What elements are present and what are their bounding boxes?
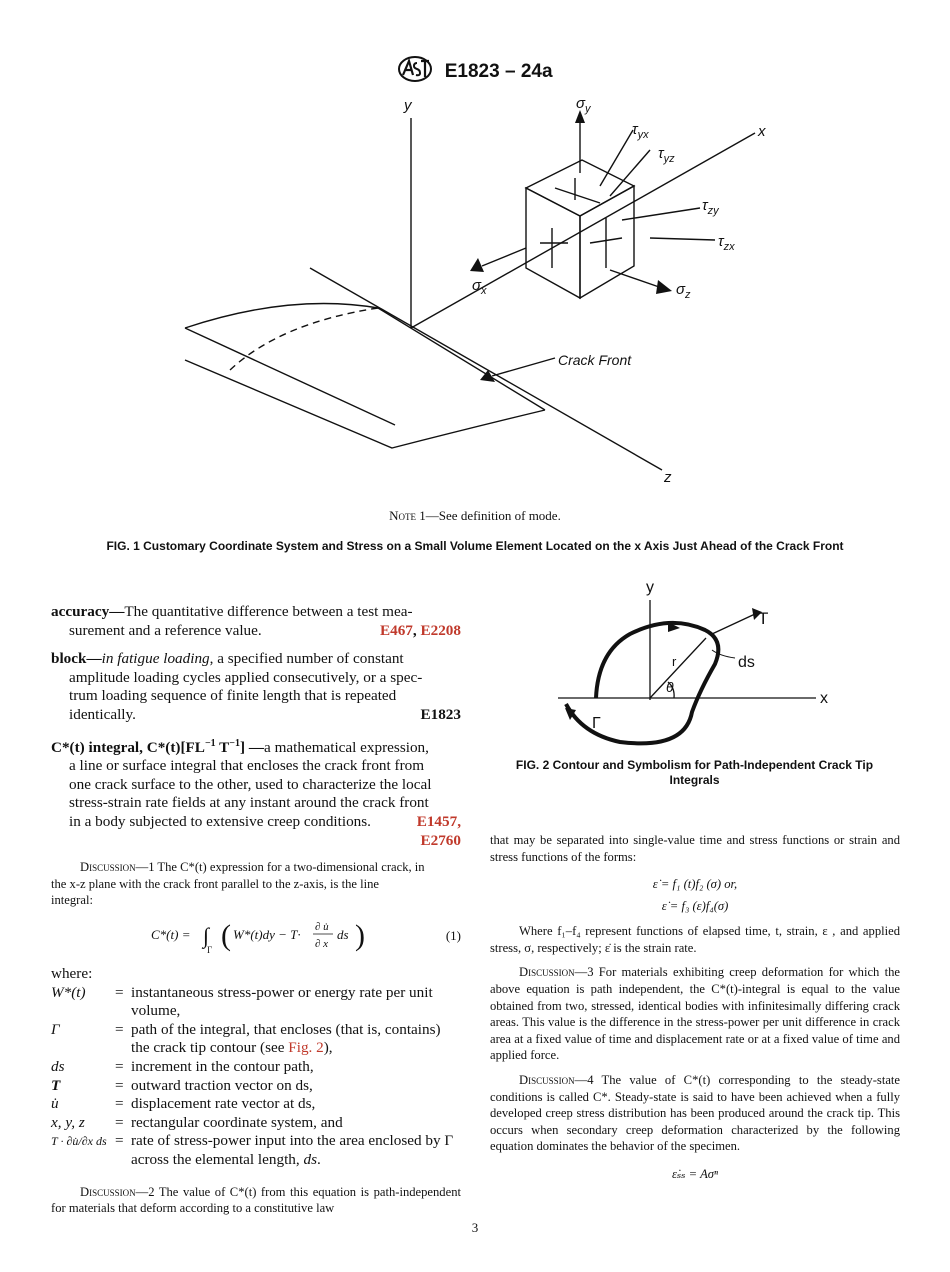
fig2-label-T: T [758,609,769,628]
fig1-label-tau-yz: $\tau_{yz}$ [658,145,675,165]
figure-1-note: Note 1—See definition of mode. [389,508,561,523]
fig2-label-gamma: Γ [592,715,601,732]
discussion-4: Discussion—4 The value of C*(t) corresponding to the steady-state conditions is called C*. Steady-state is said to have been achieved when a fully developed creep stress distribution has been produced around the crack tip. This occurs when secondary creep deformation characterized by the following equation dominates the behavior of the specimen. [490,1072,900,1154]
ref-link-e2760[interactable]: E2760 [420,831,461,849]
svg-text:): ) [355,918,365,952]
discussion-1: Discussion—1 The C*(t) expression for a two-dimensional crack, in [80,860,425,875]
fig1-x-axis [411,133,755,328]
svg-text:∂ u̇: ∂ u̇ [315,920,329,933]
astm-logo-icon [397,55,433,89]
fig1-label-y: y [404,97,412,114]
svg-text:∫: ∫ [203,922,210,948]
fig2-radius [650,638,706,698]
ref-link-e1457[interactable]: E1457, [416,813,461,830]
formula-3: ε̇ₛₛ = Aσⁿ [672,1166,718,1181]
fig1-label-tau-yx: $\tau_{yx}$ [632,121,649,141]
where-label: where: [51,964,93,982]
figure-1-caption: FIG. 1 Customary Coordinate System and Stress on a Small Volume Element Located on the x Axis Just Ahead of the Crack Front [106,539,844,553]
fig1-label-crack-front: Crack Front [558,352,632,368]
svg-text:Γ: Γ [207,944,213,955]
figure-2-diagram [540,572,850,752]
fig1-dashed-curve [230,308,378,370]
fig1-label-sigma-z: $\sigma_z$ [676,281,691,301]
fig2-label-r: r [672,654,677,669]
term-block: block—in fatigue loading, a specified number of constant amplitude loading cycles applied consecutively, or a spec- trum loading sequence of finite length that is repeated identically. E1823 [51,650,461,723]
page-number: 3 [471,1220,479,1235]
fig1-label-sigma-x: $\sigma_x$ [472,277,487,297]
fig1-cube-side [580,186,634,298]
discussion-1-line3: integral: [51,893,93,908]
fig2-T-vector [712,614,755,634]
standard-designation: E1823 – 24a [444,61,553,82]
definition-row: Γ = path of the integral, that encloses (that is, contains) the crack tip contour (see Fig. 2), [51,1020,441,1057]
fig2-label-x: x [820,690,828,707]
fig1-label-tau-zx: $\tau_{zx}$ [718,233,735,253]
equation-1-render [151,913,381,957]
definition-row: u̇ = displacement rate vector at ds, [51,1095,316,1113]
formula-1: ε̇ = f₁ (t)f₂ (σ) or, [652,877,738,892]
formula-2: ε̇ = f₃ (ε)f₄(σ) [661,899,729,914]
fig1-label-sigma-y: $\sigma_y$ [576,95,591,115]
fig1-label-x: x [758,123,766,140]
definition-row: ds = increment in the contour path, [51,1057,314,1075]
discussion-3: Discussion—3 For materials exhibiting creep deformation for which the above equation is path independent, the C*(t)-integral is equal to the value obtained from two, stressed, identical bodies with infinitesimally differing crack areas. This value is the difference in the stress-power per unit difference in crack area at a fixed value of time and displacement rate or at a fixed value of time and applied force. [490,965,900,1063]
right-paragraph-1: that may be separated into single-value time and stress functions or strain and stress functions of the forms: [490,833,900,864]
discussion-2: Discussion—2 The value of C*(t) from this equation is path-independent for materials that deform according to a constitutive law [51,1184,461,1216]
fig2-label-y: y [646,579,654,596]
discussion-1-line2: the x-z plane with the crack front parallel to the z-axis, is the line [51,876,380,891]
svg-text:W*(t)dy − T·: W*(t)dy − T· [233,926,301,942]
right-paragraph-2: Where f₁–f₄ represent functions of elapsed time, t, strain, ε , and applied stress, σ, respectively; ε̇ is the strain rate. [490,924,900,955]
equation-1-number: (1) [445,927,461,943]
left-column [51,603,461,1217]
fig2-link[interactable]: Fig. 2 [288,1039,324,1057]
fig1-lower-surface [185,360,545,448]
term-cstar-integral: C*(t) integral, $C*(t)[FL^{-1}$ $T^{-1}$] —a mathematical expression, a line or surface integral that encloses the crack front from one crack surface to the other, used to characterize the local stress-strain rate fields at any instant around the crack front in a body subjected to extensive creep conditions. E1457, E2760 [51,737,461,849]
svg-text:ds: ds [337,926,349,942]
svg-text:(: ( [221,918,231,952]
definition-row: W*(t) = instantaneous stress-power or energy rate per unit volume, [51,983,433,1020]
definition-row: T · ∂u̇/∂x ds = rate of stress-power input into the area enclosed by Γ across the elemental length, ds. [51,1132,454,1168]
svg-text:C*(t) =: C*(t) = [151,926,191,942]
page-header [0,55,950,89]
symbol-definitions [51,984,461,1170]
definition-row: T = outward traction vector on ds, [51,1076,313,1094]
figure-2-caption: FIG. 2 Contour and Symbolism for Path-Independent Crack Tip Integrals [515,758,874,787]
fig1-label-z: z [664,469,672,486]
fig2-contour-gamma [566,623,718,744]
fig1-z-axis [310,268,662,470]
term-accuracy: accuracy—The quantitative difference between a test mea- surement and a reference value. E467, E2208 [51,603,461,639]
equation-1 [51,913,461,957]
fig1-label-tau-zy: $\tau_{zy}$ [702,197,719,217]
right-column [490,832,900,1185]
fig2-label-ds: ds [738,654,755,671]
fig1-upper-surface [185,304,545,411]
ref-link-e467[interactable]: E467 [379,621,413,639]
figure-1-diagram [170,88,790,498]
definition-row: x, y, z = rectangular coordinate system, and [51,1113,343,1131]
fig2-label-theta: θ [666,679,674,695]
svg-text:∂ x: ∂ x [315,937,329,950]
ref-link-e2208[interactable]: E2208 [420,621,461,639]
